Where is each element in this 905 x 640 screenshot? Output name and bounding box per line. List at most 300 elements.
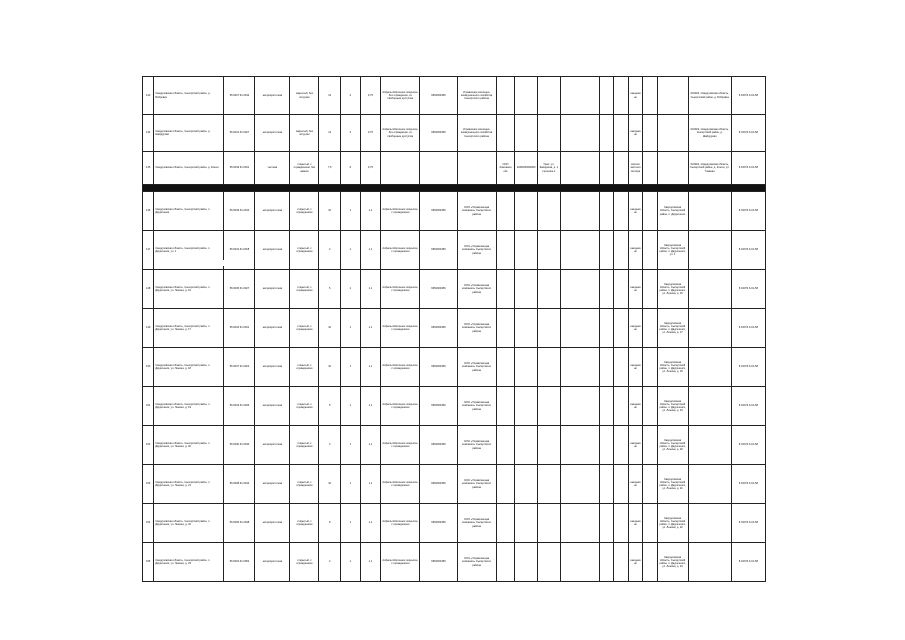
empty-cell [643, 543, 657, 582]
cell-address: Свердловская область, Сысертский район, п. Двуреченск, ул. Ленина, д. 18 [154, 348, 224, 387]
empty-cell [560, 426, 599, 465]
cell-address: Свердловская область, Сысертский район, д. Шайдурово [154, 115, 224, 152]
cell-extra3: Урал. ул. Заводская, д. 1 строение 1 [537, 152, 560, 185]
empty-cell [688, 192, 731, 231]
cell-owner: Управление жилищно-коммунального хозяйства Сысертского района [457, 77, 496, 115]
cell-type: открытый, с ограждением [290, 504, 319, 543]
cell-address: Свердловская область, Сысертский район, п. Двуреченск, ул. Ленина, д. 20 [154, 426, 224, 465]
empty-cell [599, 348, 613, 387]
upper-table-body [143, 77, 766, 185]
cell-type: открытый, с ограждением [290, 231, 319, 270]
cell-area: 10 [319, 465, 341, 504]
cell-extra2 [515, 115, 538, 152]
empty-cell [560, 152, 599, 185]
cell-owner: ООО «Управляющая компания» Сысертского района [457, 465, 496, 504]
cell-owner: Управление жилищно-коммунального хозяйства Сысертского района [457, 115, 496, 152]
cell-area: 5 [319, 270, 341, 309]
cell-extra2 [515, 77, 538, 115]
empty-cell [599, 192, 613, 231]
cell-area: 10 [319, 309, 341, 348]
cell-coords: 56.6043 61.0036 [224, 387, 255, 426]
cell-num: 152 [143, 426, 154, 465]
cell-schedule: ежедневно [628, 77, 642, 115]
cell-schedule: ежедневно [628, 426, 642, 465]
empty-cell [643, 387, 657, 426]
cell-extra1 [496, 115, 515, 152]
cell-inn: 6652003456 [420, 426, 457, 465]
cell-owner [457, 152, 496, 185]
registry-sheet [142, 76, 766, 569]
empty-cell [537, 231, 560, 270]
empty-cell [496, 231, 515, 270]
empty-cell [599, 387, 613, 426]
lower-table-body [143, 192, 766, 582]
cell-vol: 1,1 [360, 426, 381, 465]
empty-cell [599, 270, 613, 309]
cell-owner: ООО «Управляющая компания» Сысертского района [457, 270, 496, 309]
cell-status: неприоритетная [255, 543, 290, 582]
empty-cell [599, 504, 613, 543]
cell-num: 148 [143, 270, 154, 309]
cell-qty: 1 [341, 309, 361, 348]
cell-vol: 0,75 [360, 77, 381, 115]
empty-cell [599, 465, 613, 504]
empty-cell [643, 270, 657, 309]
empty-cell [496, 270, 515, 309]
empty-cell [560, 270, 599, 309]
empty-cell [515, 504, 538, 543]
cell-vol: 1,1 [360, 231, 381, 270]
cell-inn: 6652003456 [420, 543, 457, 582]
empty-cell [537, 426, 560, 465]
cell-qty: 1 [341, 270, 361, 309]
cell-type: открытый, с ограждением [290, 543, 319, 582]
cell-address: Свердловская область, Сысертский район, п. Двуреченск, ул. Ленина, д. 17 [154, 309, 224, 348]
section-separator [143, 185, 766, 192]
cell-schedule: ежедневно [628, 309, 642, 348]
cell-phone: 8 34374 6-01-58 [731, 77, 765, 115]
empty-cell [688, 426, 731, 465]
table-row [143, 504, 766, 543]
cell-coords: 56.6045 61.0027 [224, 270, 255, 309]
empty-cell [560, 387, 599, 426]
empty-cell [688, 387, 731, 426]
empty-cell [643, 465, 657, 504]
table-row [143, 152, 766, 185]
cell-type: закрытый, без погрузки [290, 115, 319, 152]
empty-cell [688, 504, 731, 543]
empty-cell [614, 504, 628, 543]
empty-cell [614, 192, 628, 231]
cell-surface: Асфальтобетонное покрытие, с ограждением [381, 426, 420, 465]
cell-area: 4 [319, 426, 341, 465]
empty-cell [614, 231, 628, 270]
empty-cell [496, 504, 515, 543]
empty-cell [599, 152, 613, 185]
empty-cell [496, 465, 515, 504]
cell-inn: 6652003456 [420, 309, 457, 348]
empty-cell [537, 504, 560, 543]
separator-cell [143, 185, 766, 192]
cell-inn: 6652003456 [420, 192, 457, 231]
cell-area: 4 [319, 543, 341, 582]
cell-phone: 8 34374 6-01-58 [731, 348, 765, 387]
table-row [143, 465, 766, 504]
empty-cell [599, 543, 613, 582]
empty-cell [515, 465, 538, 504]
cell-coords: 56.6049 61.0031 [224, 152, 255, 185]
cell-owner: ООО «Управляющая компания» Сысертского района [457, 387, 496, 426]
cell-owner: ООО «Управляющая компания» Сысертского района [457, 309, 496, 348]
cell-address: Свердловская область, Сысертский район, п. Двуреченск [154, 192, 224, 231]
cell-coords: 56.6034 61.0052 [224, 543, 255, 582]
cell-surface: Асфальтобетонное покрытие, с ограждением [381, 309, 420, 348]
cell-status: неприоритетная [255, 115, 290, 152]
empty-cell [614, 152, 628, 185]
cell-area: 4 [319, 231, 341, 270]
empty-cell [560, 543, 599, 582]
cell-surface: Асфальтобетонное покрытие, с ограждением [381, 231, 420, 270]
cell-status: неприоритетная [255, 270, 290, 309]
cell-type: открытый, с ограждением [290, 387, 319, 426]
cell-service-address: Свердловская область, Сысертский район, п. Двуреченск, ул. Ленина, д. 16 [657, 270, 688, 309]
empty-cell [560, 309, 599, 348]
cell-schedule: ежедневно [628, 543, 642, 582]
cell-num: 151 [143, 387, 154, 426]
cell-owner: ООО «Управляющая компания» Сысертского района [457, 543, 496, 582]
empty-cell [560, 192, 599, 231]
empty-cell [537, 348, 560, 387]
cell-num: 145 [143, 152, 154, 185]
cell-extra2: 1026600000000 [515, 152, 538, 185]
empty-cell [643, 152, 657, 185]
registry-table [142, 76, 766, 582]
cell-address: Свердловская область, Сысертский район, п. Двуреченск, ул. Ленина, д. 23 [154, 543, 224, 582]
cell-area: 5 [319, 387, 341, 426]
cell-qty: 1 [341, 426, 361, 465]
cell-surface: Асфальтобетонное покрытие, с ограждением [381, 387, 420, 426]
cell-coords: 56.6036 61.0048 [224, 504, 255, 543]
cell-qty: 1 [341, 465, 361, 504]
cell-status: неприоритетная [255, 231, 290, 270]
empty-cell [643, 231, 657, 270]
table-row [143, 270, 766, 309]
cell-surface: Асфальтобетонное покрытие, с ограждением [381, 192, 420, 231]
cell-phone: 8 34374 6-01-58 [731, 543, 765, 582]
cell-num: 155 [143, 543, 154, 582]
cell-status: неприоритетная [255, 504, 290, 543]
cell-status: неприоритетная [255, 465, 290, 504]
empty-cell [688, 348, 731, 387]
cell-address: Свердловская область, Сысертский район, д. Бобровка [154, 77, 224, 115]
cell-phone: 8 34374 6-01-58 [731, 387, 765, 426]
cell-qty: 1 [341, 387, 361, 426]
cell-qty: 2 [341, 77, 361, 115]
empty-cell [496, 543, 515, 582]
cell-extra1 [496, 77, 515, 115]
empty-cell [515, 270, 538, 309]
cell-coords: 56.6041 61.0027 [224, 115, 255, 152]
cell-area: 12 [319, 77, 341, 115]
empty-cell [614, 348, 628, 387]
cell-schedule: жители частного сектора [628, 152, 642, 185]
empty-cell [614, 77, 628, 115]
empty-cell [599, 77, 613, 115]
cell-inn [420, 152, 457, 185]
cell-inn: 6652003456 [420, 387, 457, 426]
empty-cell [688, 465, 731, 504]
cell-num: 143 [143, 77, 154, 115]
empty-cell [657, 115, 688, 152]
cell-inn: 6652003456 [420, 465, 457, 504]
cell-type: открытый, с ограждением, без навеса [290, 152, 319, 185]
cell-schedule: ежедневно [628, 348, 642, 387]
cell-area: 12 [319, 115, 341, 152]
cell-address: Свердловская область, Сысертский район, д. Ключи [154, 152, 224, 185]
cell-type: открытый, с ограждением [290, 270, 319, 309]
cell-status: частная [255, 152, 290, 185]
cell-area: 10 [319, 348, 341, 387]
cell-phone: 8 34374 6-01-58 [731, 192, 765, 231]
cell-schedule: ежедневно [628, 465, 642, 504]
empty-cell [688, 270, 731, 309]
cell-qty: 1 [341, 504, 361, 543]
empty-cell [496, 426, 515, 465]
table-row [143, 309, 766, 348]
cell-coords: 56.6044 61.0031 [224, 309, 255, 348]
empty-cell [560, 348, 599, 387]
cell-num: 150 [143, 348, 154, 387]
cell-owner: ООО «Управляющая компания» Сысертского района [457, 504, 496, 543]
cell-area: 8 [319, 504, 341, 543]
empty-cell [643, 426, 657, 465]
empty-cell [614, 387, 628, 426]
cell-coords: 56.6038 61.0044 [224, 465, 255, 504]
cell-schedule: ежедневно [628, 192, 642, 231]
cell-coords: 56.6047 61.0022 [224, 348, 255, 387]
empty-cell [496, 192, 515, 231]
empty-cell [560, 465, 599, 504]
cell-type: открытый, с ограждением [290, 465, 319, 504]
empty-cell [515, 231, 538, 270]
empty-cell [537, 387, 560, 426]
empty-cell [614, 465, 628, 504]
empty-cell [643, 192, 657, 231]
empty-cell [643, 309, 657, 348]
empty-cell [515, 348, 538, 387]
cell-extra3 [537, 77, 560, 115]
cell-area: 10 [319, 192, 341, 231]
cell-surface: Асфальтобетонное покрытие, с ограждением [381, 504, 420, 543]
cell-schedule: ежедневно [628, 504, 642, 543]
cell-address: Свердловская область, Сысертский район, п. Двуреченск, ул. Ленина, д. 22 [154, 504, 224, 543]
empty-cell [560, 504, 599, 543]
cell-phone: 8 34374 6-01-58 [731, 270, 765, 309]
cell-phone: 8 34374 6-01-58 [731, 309, 765, 348]
cell-type: открытый, с ограждением [290, 426, 319, 465]
cell-inn: 6652003456 [420, 231, 457, 270]
cell-num: 146 [143, 192, 154, 231]
empty-cell [657, 152, 688, 185]
empty-cell [496, 348, 515, 387]
cell-status: неприоритетная [255, 348, 290, 387]
cell-qty: 1 [341, 192, 361, 231]
cell-status: неприоритетная [255, 426, 290, 465]
cell-status: неприоритетная [255, 387, 290, 426]
cell-address: Свердловская область, Сысертский район, п. Двуреченск, ул. Ленина, д. 19 [154, 387, 224, 426]
empty-cell [688, 543, 731, 582]
empty-cell [614, 426, 628, 465]
cell-schedule: ежедневно [628, 115, 642, 152]
cell-vol: 1,1 [360, 192, 381, 231]
cell-inn: 6652003456 [420, 270, 457, 309]
empty-cell [537, 192, 560, 231]
empty-cell [515, 309, 538, 348]
table-row [143, 387, 766, 426]
empty-cell [643, 504, 657, 543]
cell-num: 153 [143, 465, 154, 504]
cell-extra1: ООО Компания «Р» [496, 152, 515, 185]
cell-schedule: ежедневно [628, 270, 642, 309]
cell-vol: 0,75 [360, 152, 381, 185]
cell-area: 7,5 [319, 152, 341, 185]
separator-row [143, 185, 766, 192]
cell-service-address: Свердловская область, Сысертский район, п. Двуреченск, ул. 1 [657, 231, 688, 270]
cell-service-address: 624022, Свердловская область, Сысертский район, д. Шайдурово [688, 115, 731, 152]
empty-cell [643, 115, 657, 152]
table-row [143, 543, 766, 582]
empty-cell [515, 387, 538, 426]
cell-service-address: Свердловская область, Сысертский район, п. Двуреченск [657, 192, 688, 231]
cell-owner: ООО «Управляющая компания» Сысертского района [457, 348, 496, 387]
cell-inn: 6652003456 [420, 504, 457, 543]
cell-phone: 8 34374 6-01-58 [731, 504, 765, 543]
cell-status: неприоритетная [255, 192, 290, 231]
cell-service-address: Свердловская область, Сысертский район, п. Двуреченск, ул. Ленина, д. 18 [657, 348, 688, 387]
cell-surface: Асфальтобетонное покрытие, с ограждением [381, 270, 420, 309]
cell-surface: Асфальтобетонное покрытие, с ограждением [381, 465, 420, 504]
cell-num: 147 [143, 231, 154, 270]
cell-qty: 1 [341, 543, 361, 582]
cell-vol: 0,75 [360, 115, 381, 152]
empty-cell [515, 426, 538, 465]
empty-cell [643, 77, 657, 115]
cell-vol: 1,1 [360, 465, 381, 504]
separator-gap [268, 260, 280, 266]
table-row [143, 192, 766, 231]
cell-vol: 1,1 [360, 348, 381, 387]
cell-num: 149 [143, 309, 154, 348]
cell-owner: ООО «Управляющая компания» Сысертского района [457, 192, 496, 231]
cell-qty: 1 [341, 348, 361, 387]
cell-service-address: 624022, Свердловская область, Сысертский район, д. Ключи, ул. Главная [688, 152, 731, 185]
empty-cell [688, 231, 731, 270]
cell-qty: 1 [341, 231, 361, 270]
cell-address: Свердловская область, Сысертский район, п. Двуреченск, ул. 1 [154, 231, 224, 270]
cell-service-address: Свердловская область, Сысертский район, п. Двуреченск, ул. Ленина, д. 21 [657, 465, 688, 504]
empty-cell [496, 309, 515, 348]
cell-inn: 6652003456 [420, 77, 457, 115]
cell-coords: 56.6049 61.0042 [224, 192, 255, 231]
cell-phone: 8 34374 6-01-58 [731, 465, 765, 504]
table-row [143, 426, 766, 465]
separator-gap [208, 260, 242, 266]
cell-owner: ООО «Управляющая компания» Сысертского района [457, 426, 496, 465]
cell-surface: Асфальтобетонное покрытие, без ограждения, со свободным доступом [381, 77, 420, 115]
cell-phone: 8 34374 6-01-58 [731, 115, 765, 152]
cell-surface [381, 152, 420, 185]
cell-surface: Асфальтобетонное покрытие, с ограждением [381, 543, 420, 582]
table-row [143, 77, 766, 115]
cell-phone: 8 34374 6-01-58 [731, 426, 765, 465]
empty-cell [599, 115, 613, 152]
empty-cell [599, 426, 613, 465]
cell-inn: 6652003456 [420, 115, 457, 152]
empty-cell [657, 77, 688, 115]
cell-phone: 8 34374 6-01-58 [731, 152, 765, 185]
cell-service-address: Свердловская область, Сысертский район, п. Двуреченск, ул. Ленина, д. 19 [657, 387, 688, 426]
cell-vol: 1,1 [360, 309, 381, 348]
cell-coords: 56.6042 61.0018 [224, 231, 255, 270]
cell-extra3 [537, 115, 560, 152]
empty-cell [515, 543, 538, 582]
cell-service-address: Свердловская область, Сысертский район, п. Двуреченск, ул. Ленина, д. 22 [657, 504, 688, 543]
cell-type: закрытый, без погрузки [290, 77, 319, 115]
cell-schedule: ежедневно [628, 231, 642, 270]
empty-cell [537, 309, 560, 348]
cell-type: открытый, с ограждением [290, 309, 319, 348]
cell-coords: 56.6040 61.0040 [224, 426, 255, 465]
cell-type: открытый, с ограждением [290, 192, 319, 231]
cell-surface: Асфальтобетонное покрытие, без ограждения, со свободным доступом [381, 115, 420, 152]
cell-num: 154 [143, 504, 154, 543]
cell-qty: 6 [341, 152, 361, 185]
cell-qty: 2 [341, 115, 361, 152]
cell-service-address: Свердловская область, Сысертский район, п. Двуреченск, ул. Ленина, д. 23 [657, 543, 688, 582]
empty-cell [496, 387, 515, 426]
empty-cell [614, 115, 628, 152]
empty-cell [614, 543, 628, 582]
cell-status: неприоритетная [255, 77, 290, 115]
cell-vol: 1,1 [360, 270, 381, 309]
empty-cell [515, 192, 538, 231]
empty-cell [614, 270, 628, 309]
empty-cell [643, 348, 657, 387]
cell-inn: 6652003456 [420, 348, 457, 387]
cell-vol: 1,1 [360, 543, 381, 582]
empty-cell [614, 309, 628, 348]
cell-phone: 8 34374 6-01-58 [731, 231, 765, 270]
empty-cell [537, 270, 560, 309]
cell-status: неприоритетная [255, 309, 290, 348]
empty-cell [560, 231, 599, 270]
empty-cell [599, 309, 613, 348]
cell-service-address: Свердловская область, Сысертский район, п. Двуреченск, ул. Ленина, д. 17 [657, 309, 688, 348]
empty-cell [560, 77, 599, 115]
table-row [143, 115, 766, 152]
empty-cell [560, 115, 599, 152]
empty-cell [537, 543, 560, 582]
table-row [143, 348, 766, 387]
cell-surface: Асфальтобетонное покрытие, с ограждением [381, 348, 420, 387]
cell-address: Свердловская область, Сысертский район, п. Двуреченск, ул. Ленина, д. 21 [154, 465, 224, 504]
cell-service-address: Свердловская область, Сысертский район, п. Двуреченск, ул. Ленина, д. 20 [657, 426, 688, 465]
cell-vol: 1,1 [360, 504, 381, 543]
cell-type: открытый, с ограждением [290, 348, 319, 387]
cell-schedule: ежедневно [628, 387, 642, 426]
empty-cell [537, 465, 560, 504]
cell-owner: ООО «Управляющая компания» Сысертского района [457, 231, 496, 270]
